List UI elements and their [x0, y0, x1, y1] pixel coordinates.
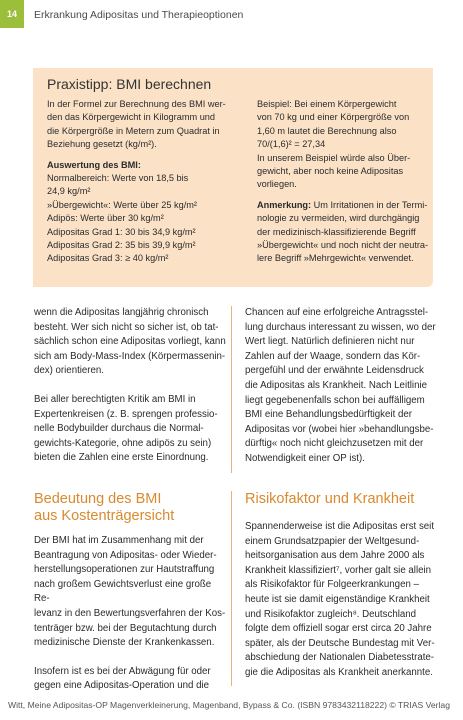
example-line: In unserem Beispiel würde also Über- [257, 152, 411, 163]
section-heading-right: Risikofaktor und Krankheit [245, 491, 415, 507]
footer-copyright: Witt, Meine Adipositas-OP Magenverkleinerung, Magenband, Bypass & Co. (ISBN 9783432118222) © TRIAS Verlag [8, 700, 450, 710]
note-text: Um Irritationen in der Termi- [311, 199, 428, 210]
tip-box [33, 68, 433, 287]
example-line: von 70 kg und einer Körpergröße von [257, 112, 410, 123]
right-column-bottom [245, 520, 450, 681]
tip-left-column [47, 98, 242, 266]
section-heading-line: aus Kostenträgersicht [34, 508, 175, 524]
tip-formula-line: den das Körpergewicht in Kilogramm und [47, 112, 216, 123]
text-line: sächlich schon eine Adipositas vorliegt, kann [34, 336, 226, 348]
text-line: nach großem Gewichtsverlust eine große Re- [34, 578, 212, 605]
text-line: wenn die Adipositas langjährig chronisch [34, 307, 209, 318]
column-divider [231, 306, 232, 473]
evaluation-line: Adipositas Grad 1: 30 bis 34,9 kg/m² [47, 226, 196, 237]
text-line: lung durchaus interessant zu wissen, wo der [245, 321, 436, 333]
text-line: liegt gegebenenfalls schon bei auffälligem [245, 394, 425, 406]
evaluation-line: Adipositas Grad 3: ≥ 40 kg/m² [47, 253, 169, 264]
text-line: Notwendigkeit einer OP ist). [245, 452, 365, 464]
tip-title: Praxistipp: BMI berechnen [47, 76, 212, 92]
evaluation-line: »Übergewicht«: Werte über 25 kg/m² [47, 199, 197, 210]
text-line: einem Grundsatzpapier der Weltgesund- [245, 535, 420, 547]
text-line: Insofern ist es bei der Abwägung für oder [34, 665, 211, 677]
text-line: besteht. Wer sich nicht so sicher ist, ob tat- [34, 321, 219, 333]
text-line: bieten die Zahlen eine erste Einordnung. [34, 452, 209, 464]
left-column-top [34, 306, 229, 466]
paragraph [245, 306, 445, 467]
note-first-line [257, 199, 429, 212]
evaluation-line: Normalbereich: Werte von 18,5 bis [47, 173, 189, 184]
note-line: lere Begriff »Mehrgewicht« verwendet. [257, 253, 414, 264]
text-line: Bei aller berechtigten Kritik am BMI in [34, 393, 196, 405]
tip-formula-line: Beziehung gesetzt (kg/m²). [47, 139, 157, 150]
text-line: Krankheit klassifiziert⁷, vorher galt sie allein [245, 564, 432, 576]
text-line: heitsorganisation aus dem Jahre 2000 als [245, 550, 425, 562]
text-line: gewichts-Kategorie, ohne adipös zu sein) [34, 437, 212, 449]
text-line: nelle Bodybuilder durchaus die Normal- [34, 423, 204, 435]
evaluation-line: 24,9 kg/m² [47, 186, 91, 197]
text-line: heute ist sie damit eigenständige Krankheit [245, 593, 430, 605]
text-line: die Adipositas als Krankheit. Nach Leitlinie [245, 379, 428, 391]
paragraph [34, 534, 229, 651]
paragraph [34, 665, 229, 694]
text-line: Expertenkreisen (z. B. sprengen professio- [34, 408, 218, 420]
text-line: folgte dem offiziell sogar erst circa 20 Jahre [245, 623, 432, 635]
left-column-bottom [34, 534, 229, 694]
example-line: Beispiel: Bei einem Körpergewicht [257, 99, 397, 109]
text-line: dex) orientieren. [34, 365, 105, 377]
text-line: Der BMI hat im Zusammenhang mit der [34, 535, 204, 546]
paragraph [245, 520, 450, 681]
text-line: als Risikofaktor für Folgeerkrankungen – [245, 579, 419, 591]
text-line: herstellungsoperationen zur Hautstraffung [34, 564, 215, 576]
right-column-top [245, 306, 445, 467]
tip-formula-line: In der Formel zur Berechnung des BMI wer- [47, 99, 226, 109]
text-line: Adipositas vor (wobei hier »behandlungsbe- [245, 423, 434, 435]
column-divider [231, 491, 232, 686]
text-line: abschiedung der Nationalen Diabetesstrate- [245, 652, 435, 664]
text-line: levanz in den Bewertungsverfahren der Kos- [34, 607, 226, 619]
running-header: Erkrankung Adipositas und Therapieoptionen [34, 9, 244, 21]
example-line: vorliegen. [257, 179, 297, 190]
evaluation-line: Adipositas Grad 2: 35 bis 39,9 kg/m² [47, 240, 196, 251]
text-line: und Risikofaktor zugleich⁸. Deutschland [245, 608, 417, 620]
section-heading-line: Bedeutung des BMI [34, 491, 162, 507]
text-line: BMI eine Behandlungsbedürftigkeit der [245, 409, 412, 421]
text-line: medizinische Dienste der Krankenkassen. [34, 637, 215, 649]
example-line: gewicht, aber noch keine Adipositas [257, 166, 404, 177]
text-line: Spannenderweise ist die Adipositas erst seit [245, 521, 435, 532]
page-number-badge: 14 [0, 0, 24, 28]
tip-right-column [257, 98, 429, 266]
example-line: 1,60 m lautet die Berechnung also [257, 125, 397, 136]
note-line: nologie zu vermeiden, wird durchgängig [257, 213, 420, 224]
text-line: Chancen auf eine erfolgreiche Antragsstel- [245, 307, 429, 318]
evaluation-line: Adipös: Werte über 30 kg/m² [47, 213, 164, 224]
text-line: pergefühl und der erwähnte Leidensdruck [245, 365, 424, 377]
text-line: später, als der Deutsche Bundestag mit Ver- [245, 637, 435, 649]
text-line: gegen eine Adipositas-Operation und die [34, 680, 210, 692]
text-line: dürftig« noch nicht gleichzusetzen mit der [245, 438, 424, 450]
text-line: gie die Adipositas als Krankheit anerkannte. [245, 666, 433, 678]
example-line: 70/(1,6)² = 27,34 [257, 139, 326, 150]
text-line: Wert liegt. Natürlich definieren nicht nur [245, 336, 415, 348]
text-line: tenträger bzw. bei der Begutachtung durch [34, 622, 217, 634]
note-line: »Übergewicht« und noch nicht der neutra- [257, 240, 429, 251]
text-line: sich am Body-Mass-Index (Körpermassenin- [34, 350, 226, 362]
tip-formula-line: die Körpergröße in Metern zum Quadrat in [47, 125, 220, 136]
text-line: Beantragung von Adipositas- oder Wieder- [34, 549, 217, 561]
section-heading-left [34, 491, 229, 525]
text-line: Zahlen auf der Waage, sondern das Kör- [245, 350, 421, 362]
note-line: der medizinisch-klassifizierende Begriff [257, 226, 416, 237]
paragraph [34, 306, 229, 379]
note-heading: Anmerkung: [257, 199, 312, 210]
evaluation-heading: Auswertung des BMI: [47, 159, 141, 170]
paragraph [34, 393, 229, 466]
